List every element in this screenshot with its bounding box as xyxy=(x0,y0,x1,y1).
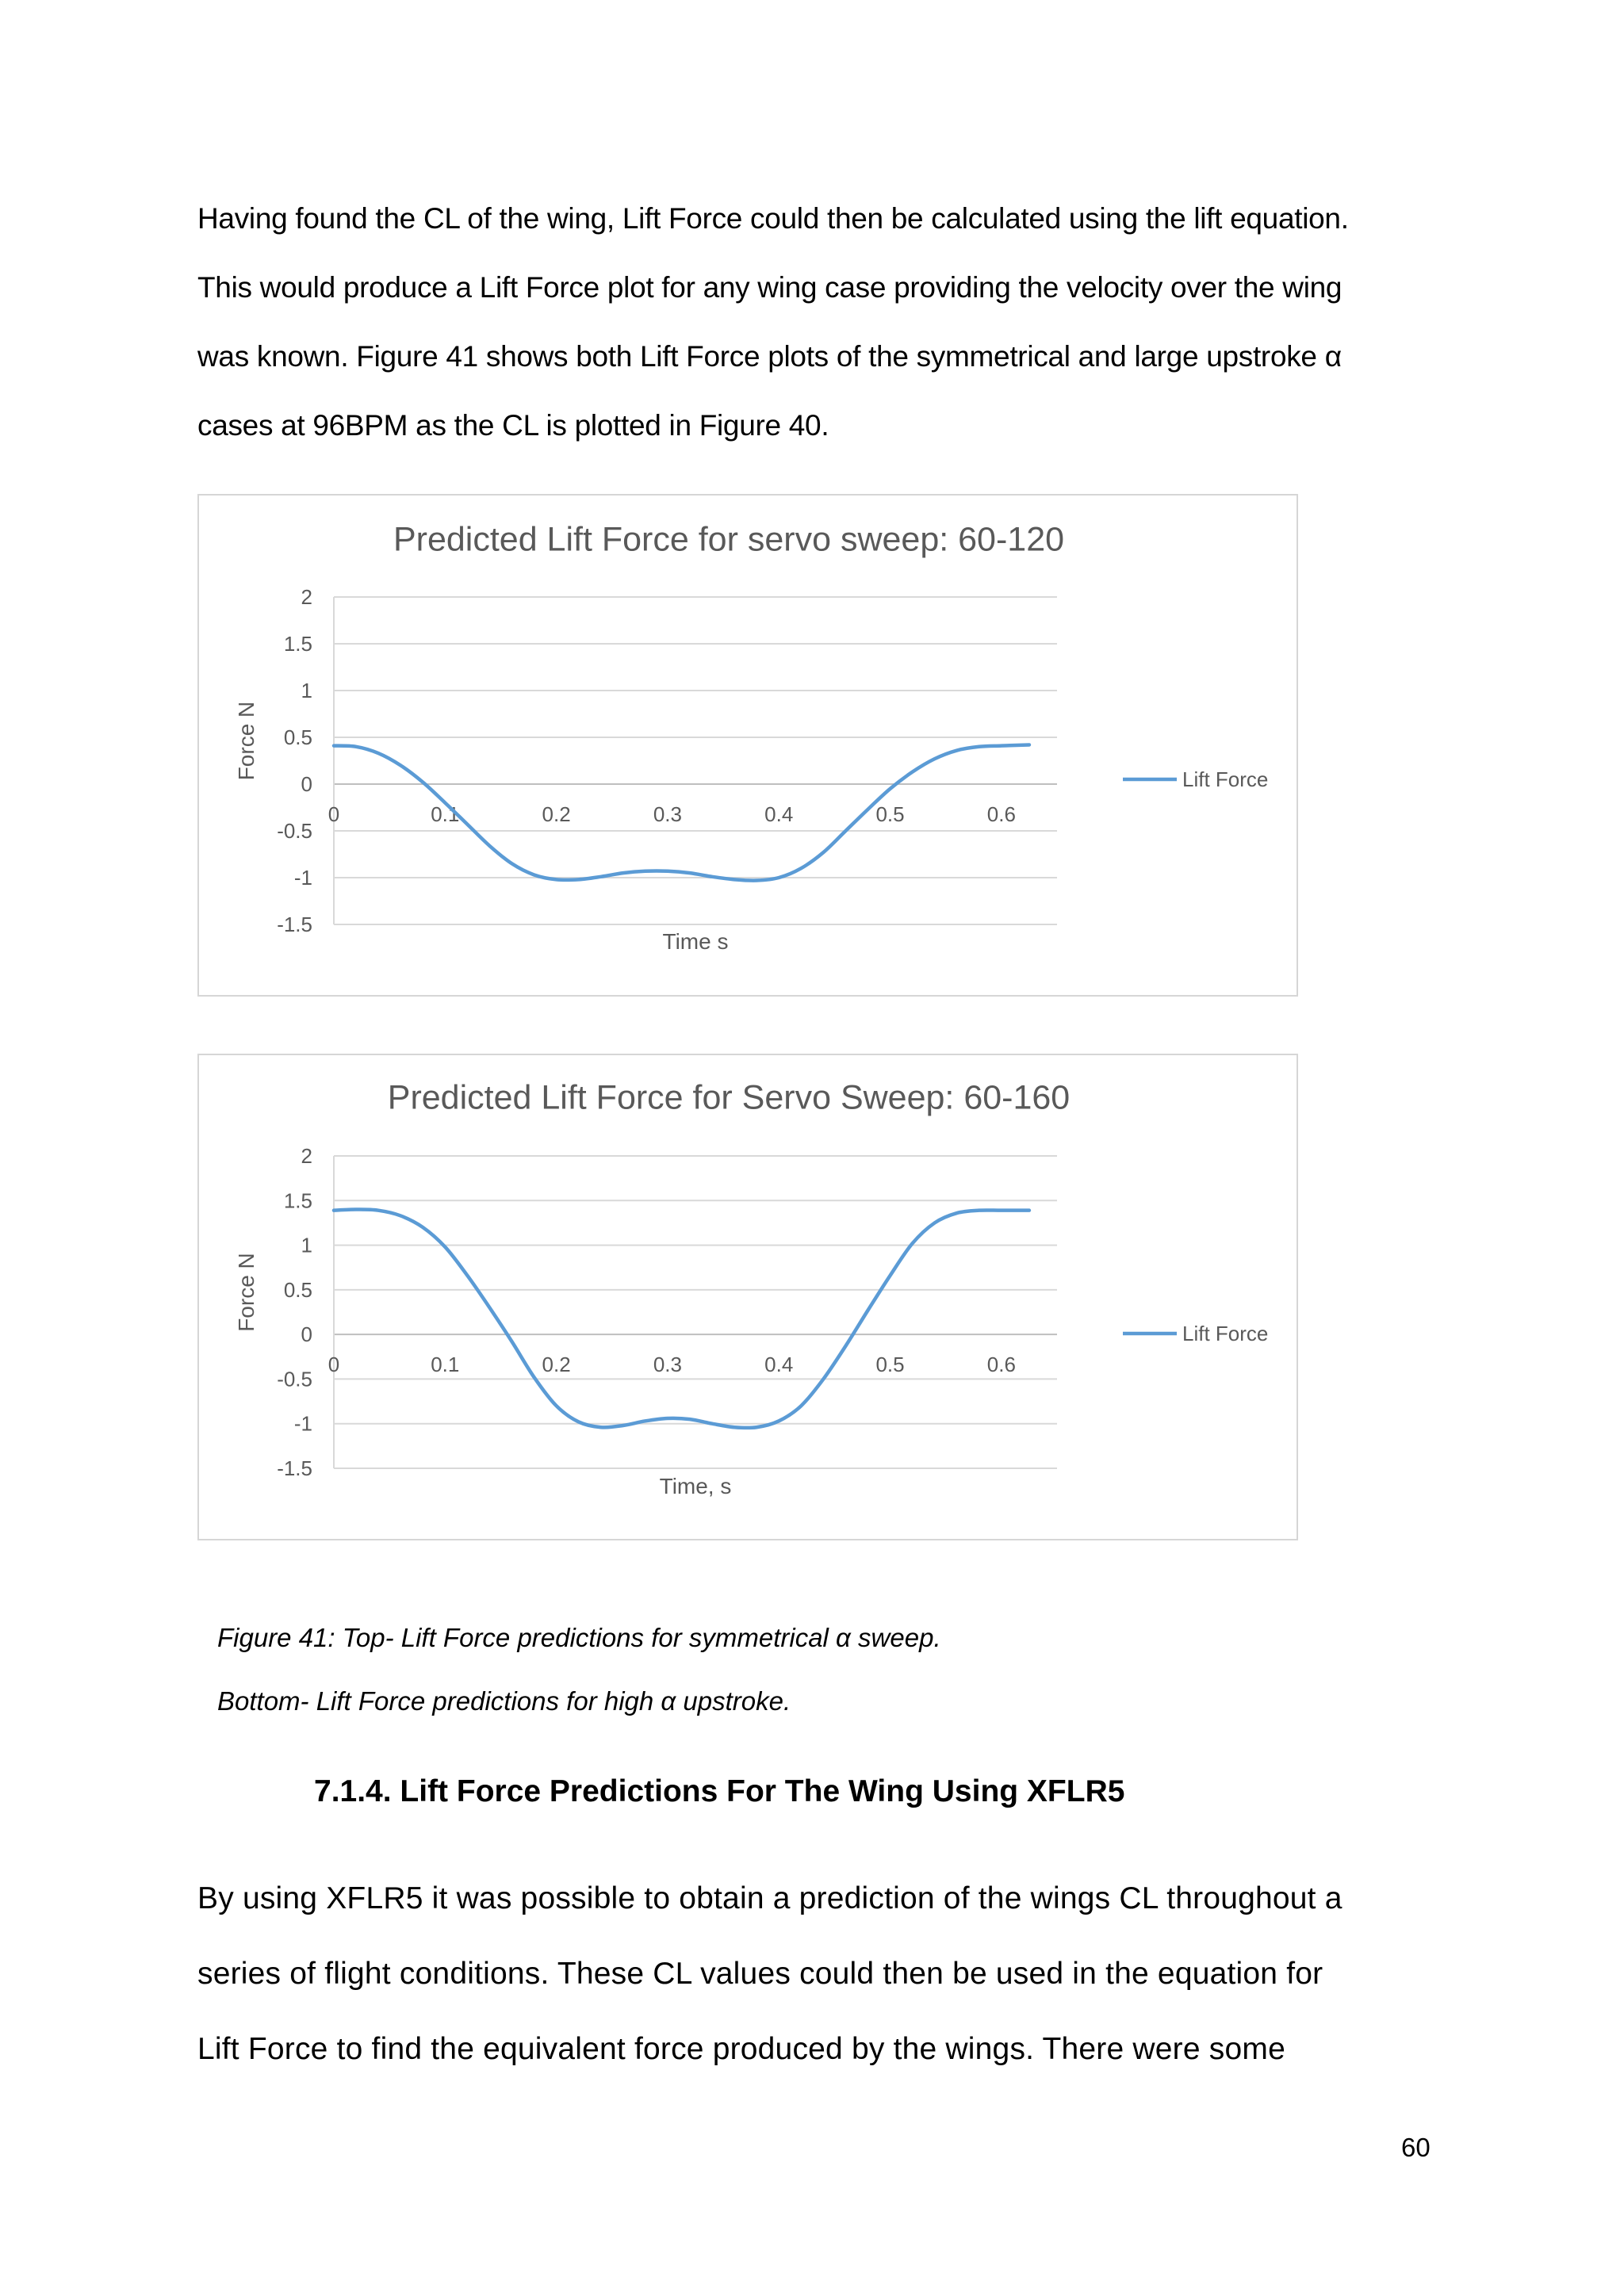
chart-title: Predicted Lift Force for Servo Sweep: 60-160 xyxy=(387,1078,1071,1117)
x-axis-label: Time, s xyxy=(659,1474,732,1498)
y-tick-label: 0.5 xyxy=(283,725,312,749)
y-tick-label: 1.5 xyxy=(283,1188,312,1213)
legend-label: Lift Force xyxy=(1182,767,1269,791)
y-tick-label: 1.5 xyxy=(283,632,312,656)
y-tick-label: 0 xyxy=(301,1322,312,1347)
intro-paragraph xyxy=(197,184,1434,460)
intro-line: This would produce a Lift Force plot for any wing case providing the velocity over the wing xyxy=(197,271,1342,304)
x-tick-label: 0.1 xyxy=(431,1353,460,1377)
y-axis-label: Force N xyxy=(234,701,259,781)
chart-svg xyxy=(199,496,1297,995)
lift-force-chart-60-120 xyxy=(197,494,1298,997)
y-tick-label: -1 xyxy=(293,1411,312,1436)
x-tick-label: 0.1 xyxy=(431,802,460,826)
y-tick-label: 2 xyxy=(301,1144,312,1168)
body-line: Lift Force to find the equivalent force produced by the wings. There were some xyxy=(197,2032,1285,2066)
y-axis-label: Force N xyxy=(234,1253,259,1332)
y-tick-label: 2 xyxy=(301,585,312,609)
x-tick-label: 0.3 xyxy=(653,802,683,826)
series-line-lift-force xyxy=(334,1210,1029,1428)
x-tick-label: 0.4 xyxy=(764,1353,794,1377)
intro-line: cases at 96BPM as the CL is plotted in Figure 40. xyxy=(197,409,829,442)
caption-line: Figure 41: Top- Lift Force predictions for symmetrical α sweep. xyxy=(217,1623,941,1652)
y-tick-label: 0 xyxy=(301,772,312,796)
chart-title: Predicted Lift Force for servo sweep: 60-120 xyxy=(393,520,1065,559)
y-tick-label: 1 xyxy=(301,1233,312,1257)
body-line: By using XFLR5 it was possible to obtain a prediction of the wings CL throughout a xyxy=(197,1881,1342,1915)
section-heading: 7.1.4. Lift Force Predictions For The Wing Using XFLR5 xyxy=(314,1774,1125,1808)
y-tick-label: -1.5 xyxy=(277,1456,312,1480)
x-tick-label: 0.3 xyxy=(653,1353,683,1377)
y-tick-label: -1 xyxy=(293,866,312,890)
x-tick-label: 0.6 xyxy=(986,1353,1016,1377)
x-tick-label: 0.6 xyxy=(986,802,1016,826)
x-tick-label: 0.2 xyxy=(542,1353,571,1377)
x-tick-label: 0.2 xyxy=(542,802,571,826)
y-tick-label: -1.5 xyxy=(277,913,312,936)
x-axis-label: Time s xyxy=(662,929,729,954)
x-tick-label: 0 xyxy=(327,802,340,826)
lift-force-chart-60-160 xyxy=(197,1054,1298,1540)
x-tick-label: 0.5 xyxy=(875,1353,905,1377)
x-tick-label: 0.4 xyxy=(764,802,794,826)
y-tick-label: -0.5 xyxy=(277,1367,312,1391)
figure-caption xyxy=(217,1606,941,1733)
x-tick-label: 0 xyxy=(327,1353,340,1377)
chart-svg xyxy=(199,1055,1297,1539)
y-tick-label: 0.5 xyxy=(283,1277,312,1302)
y-tick-label: 1 xyxy=(301,679,312,702)
caption-line: Bottom- Lift Force predictions for high α upstroke. xyxy=(217,1686,791,1716)
y-tick-label: -0.5 xyxy=(277,819,312,843)
legend-label: Lift Force xyxy=(1182,1322,1269,1345)
page-number: 60 xyxy=(1401,2133,1431,2162)
intro-line: Having found the CL of the wing, Lift Force could then be calculated using the lift equation. xyxy=(197,202,1349,235)
x-tick-label: 0.5 xyxy=(875,802,905,826)
intro-line: was known. Figure 41 shows both Lift Force plots of the symmetrical and large upstroke α xyxy=(197,340,1342,373)
body-paragraph xyxy=(197,1861,1434,2087)
body-line: series of flight conditions. These CL values could then be used in the equation for xyxy=(197,1957,1323,1991)
